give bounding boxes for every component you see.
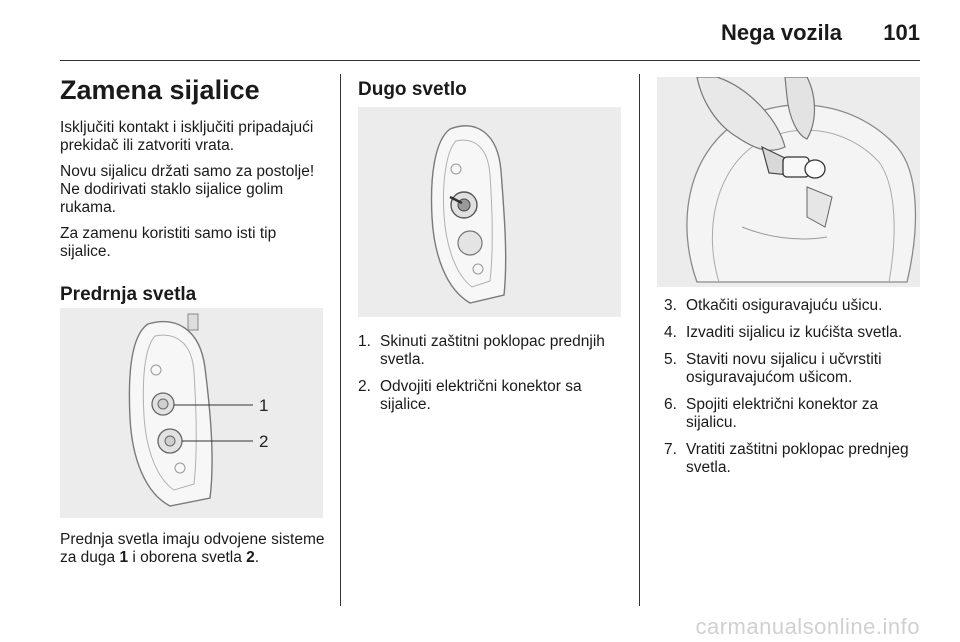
step-number: 1. (358, 333, 371, 350)
steps-list-2 (664, 297, 926, 486)
headlight-figure (60, 308, 323, 518)
list-item (664, 297, 926, 315)
step-number: 2. (358, 378, 371, 395)
bulb-removal-illustration (657, 77, 920, 287)
steps-list-1 (358, 333, 630, 423)
bulb-removal-figure (657, 77, 920, 287)
callout-1: 1 (259, 396, 269, 415)
list-item (664, 351, 926, 387)
step-number: 6. (664, 396, 677, 413)
column-divider-1 (340, 74, 341, 606)
step-text: Vratiti zaštitni poklopac prednjeg svetla. (686, 441, 909, 476)
caption-text-2: i oborena svetla (128, 549, 247, 566)
list-item (664, 441, 926, 477)
step-number: 7. (664, 441, 677, 458)
list-item (664, 324, 926, 342)
step-text: Izvaditi sijalicu iz kućišta svetla. (686, 324, 903, 341)
watermark: carmanualsonline.info (695, 614, 920, 639)
paragraph-ignition: Isključiti kontakt i isključiti pripadajući prekidač ili zatvoriti vrata. (60, 119, 314, 154)
page-number: 101 (883, 20, 920, 45)
section-title: Nega vozila (720, 20, 842, 45)
high-beam-illustration (358, 107, 621, 317)
list-item (358, 333, 630, 369)
step-text: Skinuti zaštitni poklopac prednjih svetla. (380, 333, 605, 368)
high-beam-figure (358, 107, 621, 317)
figure-caption (60, 531, 330, 575)
paragraph-handling: Novu sijalicu držati samo za postolje! Ne dodirivati staklo sijalice golim rukama. (60, 163, 315, 216)
step-text: Otkačiti osiguravajuću ušicu. (686, 297, 883, 314)
caption-text-1: Prednja svetla imaju odvojene sisteme za duga (60, 531, 325, 566)
caption-ref-1: 1 (119, 549, 129, 566)
subheading-high-beam: Dugo svetlo (358, 79, 467, 100)
list-item (358, 378, 630, 414)
step-number: 3. (664, 297, 677, 314)
caption-ref-2: 2 (246, 549, 255, 566)
main-heading: Zamena sijalice (60, 75, 260, 105)
step-text: Staviti novu sijalicu i učvrstiti osiguravajućom ušicom. (686, 351, 882, 386)
step-number: 4. (664, 324, 677, 341)
paragraph-type: Za zamenu koristiti samo isti tip sijalice. (60, 225, 277, 260)
step-text: Spojiti električni konektor za sijalicu. (686, 396, 879, 431)
callout-2: 2 (259, 432, 269, 451)
list-item (664, 396, 926, 432)
subheading-headlights: Predrnja svetla (60, 284, 197, 305)
caption-text-3: . (254, 549, 260, 566)
column-2 (358, 78, 628, 102)
column-divider-2 (639, 74, 640, 606)
page-header (60, 18, 920, 58)
step-text: Odvojiti električni konektor sa sijalice. (380, 378, 582, 413)
column-1 (60, 74, 330, 307)
headlight-illustration (60, 308, 323, 518)
header-rule (60, 60, 920, 61)
step-number: 5. (664, 351, 677, 368)
